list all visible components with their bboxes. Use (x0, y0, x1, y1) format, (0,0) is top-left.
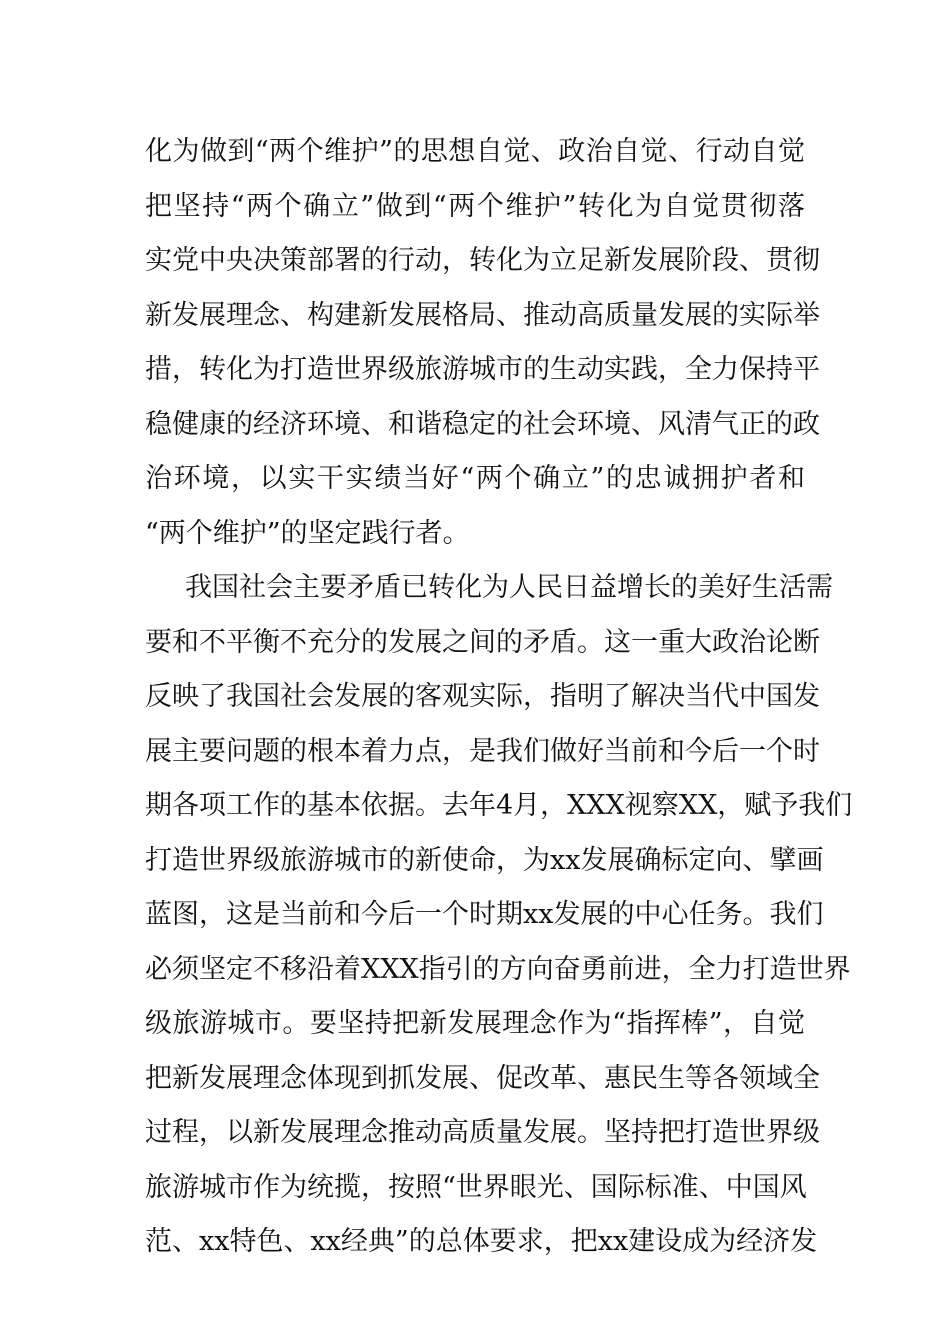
text-line: 措，转化为打造世界级旅游城市的生动实践，全力保持平 (145, 354, 820, 385)
text-line: 旅游城市作为统揽，按照“世界眼光、国际标准、中国风 (145, 1172, 807, 1203)
text-line: 反映了我国社会发展的客观实际，指明了解决当代中国发 (145, 681, 820, 712)
text-line: 展主要问题的根本着力点，是我们做好当前和今后一个时 (145, 736, 820, 767)
text-line: 级旅游城市。要坚持把新发展理念作为“指挥棒”，自觉 (145, 1008, 805, 1039)
text-line: 把新发展理念体现到抓发展、促改革、惠民生等各领域全 (145, 1063, 820, 1094)
text-line: 治环境，以实干实绩当好“两个确立”的忠诚拥护者和 (145, 463, 805, 494)
text-line: 蓝图，这是当前和今后一个时期xx发展的中心任务。我们 (145, 899, 824, 930)
text-line: “两个维护”的坚定践行者。 (145, 518, 470, 549)
paragraph-first-line: 我国社会主要矛盾已转化为人民日益增长的美好生活需 (185, 572, 833, 603)
text-line: 稳健康的经济环境、和谐稳定的社会环境、风清气正的政 (145, 409, 820, 440)
text-line: 期各项工作的基本依据。去年4月，XXX视察XX，赋予我们 (145, 790, 853, 821)
text-line: 必须坚定不移沿着XXX指引的方向奋勇前进，全力打造世界 (145, 954, 851, 985)
text-line: 范、xx特色、xx经典”的总体要求，把xx建设成为经济发 (145, 1226, 818, 1257)
text-line: 实党中央决策部署的行动，转化为立足新发展阶段、贯彻 (145, 245, 820, 276)
text-line: 把坚持“两个确立”做到“两个维护”转化为自觉贯彻落 (145, 191, 805, 222)
text-line: 化为做到“两个维护”的思想自觉、政治自觉、行动自觉 (145, 136, 805, 167)
text-line: 打造世界级旅游城市的新使命，为xx发展确标定向、擘画 (145, 845, 824, 876)
text-line: 要和不平衡不充分的发展之间的矛盾。这一重大政治论断 (145, 627, 820, 658)
text-line: 过程，以新发展理念推动高质量发展。坚持把打造世界级 (145, 1117, 820, 1148)
text-line: 新发展理念、构建新发展格局、推动高质量发展的实际举 (145, 300, 820, 331)
